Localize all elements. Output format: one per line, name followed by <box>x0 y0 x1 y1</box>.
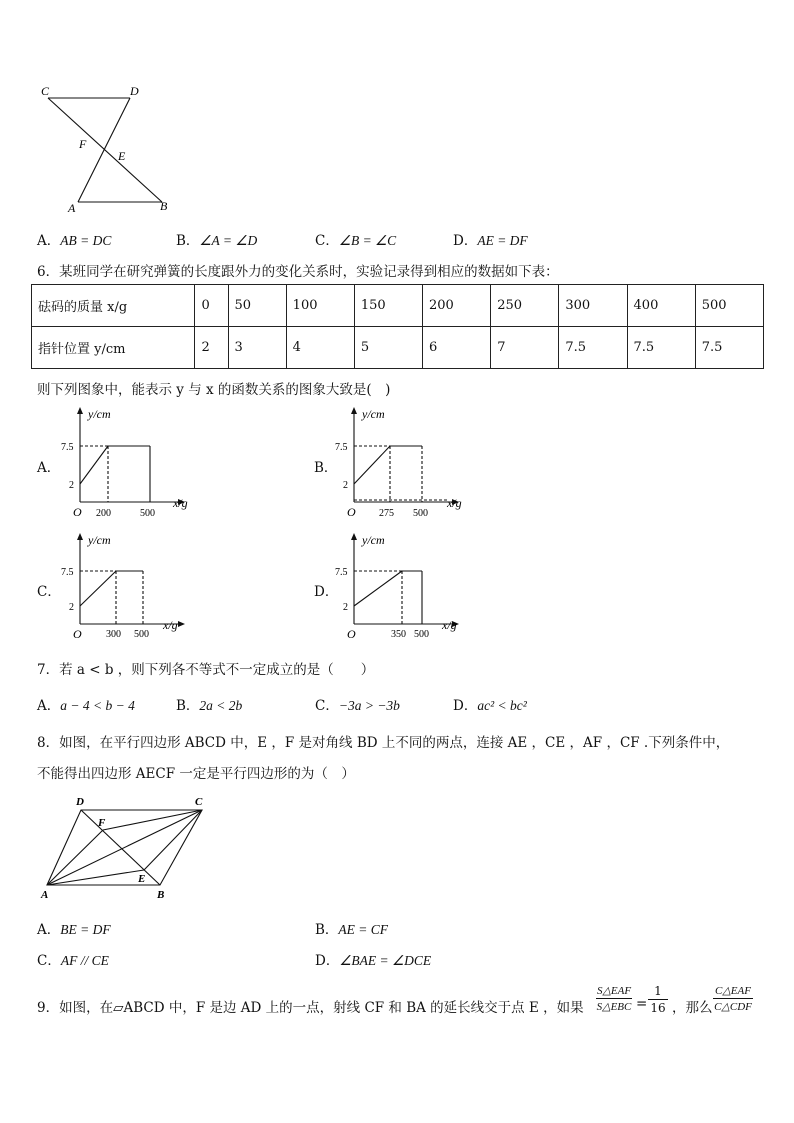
table-cell: 2 <box>195 327 228 369</box>
table-cell: 7 <box>491 327 559 369</box>
q9-frac3-den: C△CDF <box>714 1001 752 1013</box>
graph-a-xlabel: x/g <box>173 496 188 510</box>
graph-c-xtick-2: 500 <box>134 629 149 640</box>
q5-option-b: B．∠A = ∠D <box>176 233 258 249</box>
q8-stem-line2: 不能得出四边形 AECF 一定是平行四边形的为（ ） <box>37 766 355 782</box>
table-cell: 50 <box>228 285 286 327</box>
q6-graph-a-option: A． <box>37 460 61 476</box>
q5-label-c: C <box>41 84 50 98</box>
q6-graph-c <box>60 528 210 648</box>
q5-option-d: D．AE = DF <box>453 233 528 249</box>
graph-d-xtick-2: 500 <box>414 629 429 640</box>
q5-label-d: D <box>130 84 139 98</box>
q6-graph-d <box>334 528 484 648</box>
q8-label-c: C <box>195 796 203 808</box>
graph-b-xtick-2: 500 <box>413 508 428 519</box>
q9-fraction-ratio <box>648 984 668 1015</box>
graph-c-xlabel: x/g <box>163 618 178 632</box>
q7-stem: 7．若 a < b ，则下列各不等式不一定成立的是（ ） <box>37 662 375 678</box>
q5-label-f: F <box>79 137 87 151</box>
q9-fraction-area <box>596 984 632 1013</box>
graph-d-origin: O <box>347 627 356 641</box>
graph-a-ytick-top: 7.5 <box>61 442 74 453</box>
q6-graph-b-option: B． <box>314 460 338 476</box>
q7-option-c: C．−3a > −3b <box>315 698 400 714</box>
graph-d-ytick-top: 7.5 <box>335 567 348 578</box>
table-cell: 400 <box>627 285 695 327</box>
q5-option-c: C．∠B = ∠C <box>315 233 397 249</box>
q9-frac2-num: 1 <box>648 984 668 1000</box>
q6-graph-b <box>334 402 484 522</box>
graph-b-ytick-low: 2 <box>343 480 348 491</box>
q8-label-a: A <box>41 889 49 901</box>
graph-b-xtick-1: 275 <box>379 508 394 519</box>
table-cell: 250 <box>491 285 559 327</box>
table-cell: 3 <box>228 327 286 369</box>
q8-option-c: C．AF // CE <box>37 953 109 969</box>
q9-equals: = <box>636 996 648 1012</box>
table-cell: 6 <box>423 327 491 369</box>
q5-figure <box>30 80 180 220</box>
q6-graph-c-option: C． <box>37 584 61 600</box>
graph-a-ylabel: y/cm <box>88 407 111 421</box>
graph-d-ytick-low: 2 <box>343 602 348 613</box>
table-cell: 300 <box>559 285 627 327</box>
q9-frac1-num: S△EAF <box>596 985 632 997</box>
graph-d-xtick-1: 350 <box>391 629 406 640</box>
graph-a-origin: O <box>73 505 82 519</box>
q8-label-d: D <box>76 796 84 808</box>
q6-graph-d-option: D． <box>314 584 339 600</box>
table-cell: 150 <box>354 285 422 327</box>
graph-c-ytick-top: 7.5 <box>61 567 74 578</box>
graph-b-origin: O <box>347 505 356 519</box>
q5-label-b: B <box>160 199 168 213</box>
graph-c-xtick-1: 300 <box>106 629 121 640</box>
q8-figure <box>34 792 224 904</box>
table-cell: 7.5 <box>559 327 627 369</box>
q5-label-e: E <box>118 149 126 163</box>
q5-option-a: A．AB = DC <box>37 233 112 249</box>
graph-b-ytick-top: 7.5 <box>335 442 348 453</box>
q6-question: 则下列图象中，能表示 y 与 x 的函数关系的图象大致是( ) <box>37 382 391 398</box>
q8-label-b: B <box>157 889 165 901</box>
q7-option-a: A．a − 4 < b − 4 <box>37 698 135 714</box>
graph-d-xlabel: x/g <box>442 618 457 632</box>
q9-frac3-num: C△EAF <box>713 984 753 999</box>
table-header-mass: 砝码的质量 x/g <box>32 285 195 327</box>
q9-fraction-perimeter <box>713 984 753 1013</box>
table-header-position: 指针位置 y/cm <box>32 327 195 369</box>
table-cell: 500 <box>695 285 763 327</box>
q9-stem-a: 9．如图，在▱ABCD 中，F 是边 AD 上的一点，射线 CF 和 BA 的延长线交于点 E ，如果 <box>37 1000 584 1016</box>
q8-option-d: D．∠BAE = ∠DCE <box>315 953 432 969</box>
q6-stem: 6．某班同学在研究弹簧的长度跟外力的变化关系时，实验记录得到相应的数据如下表： <box>37 264 559 280</box>
table-cell: 5 <box>354 327 422 369</box>
table-cell: 7.5 <box>627 327 695 369</box>
q8-option-b: B．AE = CF <box>315 922 389 938</box>
q8-label-f: F <box>98 817 106 829</box>
q9-frac1-den: S△EBC <box>596 1001 632 1013</box>
table-cell: 100 <box>286 285 354 327</box>
table-cell: 7.5 <box>695 327 763 369</box>
table-row <box>32 327 764 369</box>
graph-a-ytick-low: 2 <box>69 480 74 491</box>
graph-d-ylabel: y/cm <box>362 533 385 547</box>
graph-c-ytick-low: 2 <box>69 602 74 613</box>
q6-data-table <box>31 284 764 369</box>
q5-label-a: A <box>68 201 76 215</box>
q8-label-e: E <box>138 873 146 885</box>
table-cell: 4 <box>286 327 354 369</box>
table-cell: 200 <box>423 285 491 327</box>
graph-a-xtick-1: 200 <box>96 508 111 519</box>
q8-option-a: A．BE = DF <box>37 922 111 938</box>
graph-b-ylabel: y/cm <box>362 407 385 421</box>
table-row <box>32 285 764 327</box>
q9-frac2-den: 16 <box>650 1001 666 1015</box>
graph-c-ylabel: y/cm <box>88 533 111 547</box>
q8-stem-line1: 8．如图，在平行四边形 ABCD 中，E ，F 是对角线 BD 上不同的两点，连接 AE ，CE ，AF ，CF .下列条件中， <box>37 735 730 751</box>
graph-b-xlabel: x/g <box>447 496 462 510</box>
graph-a-xtick-2: 500 <box>140 508 155 519</box>
q6-graph-a <box>60 402 210 522</box>
graph-c-origin: O <box>73 627 82 641</box>
table-cell: 0 <box>195 285 228 327</box>
q7-option-d: D．ac² < bc² <box>453 698 527 714</box>
q9-stem-b: ，那么 <box>672 1000 713 1016</box>
q7-option-b: B．2a < 2b <box>176 698 243 714</box>
